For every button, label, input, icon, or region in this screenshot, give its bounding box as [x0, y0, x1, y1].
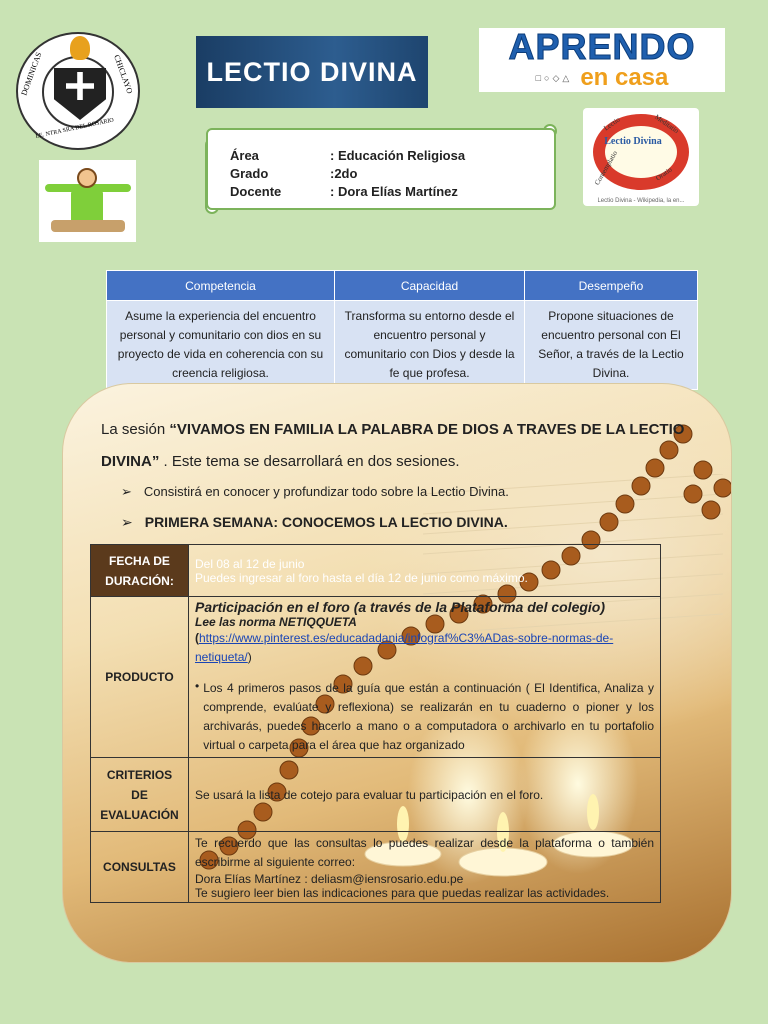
lectio-divina-banner — [196, 36, 428, 108]
info-row-docente: Docente : Dora Elías Martínez — [230, 184, 458, 199]
cell-competencia: Asume la experiencia del encuentro personal y comunitario con dios en su proyecto de vida en coherencia con su creencia religiosa. — [107, 301, 335, 390]
netiqueta-link[interactable]: https://www.pinterest.es/educadadania/infograf%C3%ADas-sobre-normas-de-netiqueta/ — [195, 631, 614, 664]
competency-row — [107, 301, 698, 390]
svg-text:CHICLAYO: CHICLAYO — [112, 53, 135, 95]
bullet-item-2: ➢ PRIMERA SEMANA: CONOCEMOS LA LECTIO DIVINA. — [121, 514, 508, 530]
producto-bullet: • Los 4 primeros pasos de la guía que están a continuación ( El Identifica, Analiza y comprende, evalúate y reflexiona) se realizarán en tu cuaderno o pioner y los archivarás, puedes hacerlo a mano o a computadora o archivarlo en tu portafolio virtual o carpeta para el área que haz organizado — [195, 679, 654, 755]
contact-email: Dora Elías Martínez : deliasm@iensrosario.edu.pe — [195, 872, 464, 886]
info-row-area: Área : Educación Religiosa — [230, 148, 466, 163]
row-criterios — [91, 758, 661, 832]
aprendo-subtitle: en casa — [580, 64, 669, 91]
svg-text:DOMINICAS: DOMINICAS — [19, 50, 44, 97]
label-fecha: FECHA DE DURACIÓN: — [91, 545, 189, 597]
arrow-bullet-icon: ➢ — [121, 484, 132, 499]
session-panel — [62, 383, 732, 963]
course-info-scroll — [206, 128, 556, 210]
info-row-grado: Grado :2do — [230, 166, 358, 181]
session-title: “VIVAMOS EN FAMILIA LA PALABRA DE DIOS A TRAVES DE LA LECTIO DIVINA” — [101, 421, 685, 470]
producto-subtitle: Lee las norma NETIQQUETA — [195, 615, 357, 629]
cell-capacidad: Transforma su entorno desde el encuentro personal y comunitario con Dios y desde la fe que profesa. — [335, 301, 525, 390]
row-fecha — [91, 545, 661, 597]
label-consultas: CONSULTAS — [91, 832, 189, 903]
child-praying-illustration — [39, 160, 136, 242]
header-competencia: Competencia — [107, 271, 335, 301]
aprendo-en-casa-logo — [479, 28, 725, 92]
aprendo-title: APRENDO — [508, 26, 696, 67]
banner-title: LECTIO DIVINA — [206, 56, 418, 87]
label-criterios: CRITERIOS DE EVALUACIÓN — [91, 758, 189, 832]
svg-text:I.E. NTRA SRA DEL ROSARIO: I.E. NTRA SRA DEL ROSARIO — [35, 117, 115, 140]
header-desempeno: Desempeño — [525, 271, 698, 301]
lectio-divina-diagram-thumbnail[interactable]: Lectio Meditatio Contemplatio Oratio Lectio Divina Lectio Divina - Wikipedia, la en... — [583, 108, 699, 206]
row-producto — [91, 597, 661, 758]
lectio-card-title: Lectio Divina — [604, 136, 662, 147]
header-capacidad: Capacidad — [335, 271, 525, 301]
value-consultas: Te recuerdo que las consultas lo puedes realizar desde la plataforma o también escribirme al siguiente correo: Dora Elías Martínez : deliasm@iensrosario.edu.pe Te sugiero leer bien las indicaciones para que puedas realizar las actividades. — [189, 832, 661, 903]
value-producto: Participación en el foro (a través de la Plataforma del colegio) Lee las norma NETIQQUETA (https://www.pinterest.es/educadadania/infograf%C3%ADas-sobre-normas-de-netiqueta/) • Los 4 primeros pasos de la guía que están a continuación ( El Identifica, Analiza y comprende, evalúate y reflexiona) se realizarán en tu cuaderno o pioner y los archivarás, puedes hacerlo a mano o a computadora o archivarlo en tu portafolio virtual o carpeta para el área que haz organizado — [189, 597, 661, 758]
session-intro: La sesión “VIVAMOS EN FAMILIA LA PALABRA DE DIOS A TRAVES DE LA LECTIO DIVINA” . Este tema se desarrollará en dos sesiones. — [101, 421, 685, 470]
producto-title: Participación en el foro (a través de la Plataforma del colegio) — [195, 599, 606, 615]
seal-ring-text — [18, 34, 142, 152]
row-consultas — [91, 832, 661, 903]
lectio-card-caption: Lectio Divina - Wikipedia, la en... — [597, 198, 685, 204]
schedule-table — [90, 544, 661, 903]
value-fecha: Del 08 al 12 de junio Puedes ingresar al foro hasta el día 12 de junio como máximo. — [189, 545, 661, 597]
value-criterios: Se usará la lista de cotejo para evaluar tu participación en el foro. — [189, 758, 661, 832]
bullet-item-1: ➢ Consistirá en conocer y profundizar todo sobre la Lectio Divina. — [121, 484, 509, 499]
label-producto: PRODUCTO — [91, 597, 189, 758]
aprendo-shapes: □○◇△ — [535, 72, 573, 83]
dot-bullet-icon: • — [195, 679, 200, 693]
competency-header-row — [107, 271, 698, 301]
school-seal-logo — [16, 32, 140, 150]
arrow-bullet-icon: ➢ — [121, 514, 133, 530]
competency-table — [106, 270, 698, 390]
cell-desempeno: Propone situaciones de encuentro personal con El Señor, a través de la Lectio Divina. — [525, 301, 698, 390]
